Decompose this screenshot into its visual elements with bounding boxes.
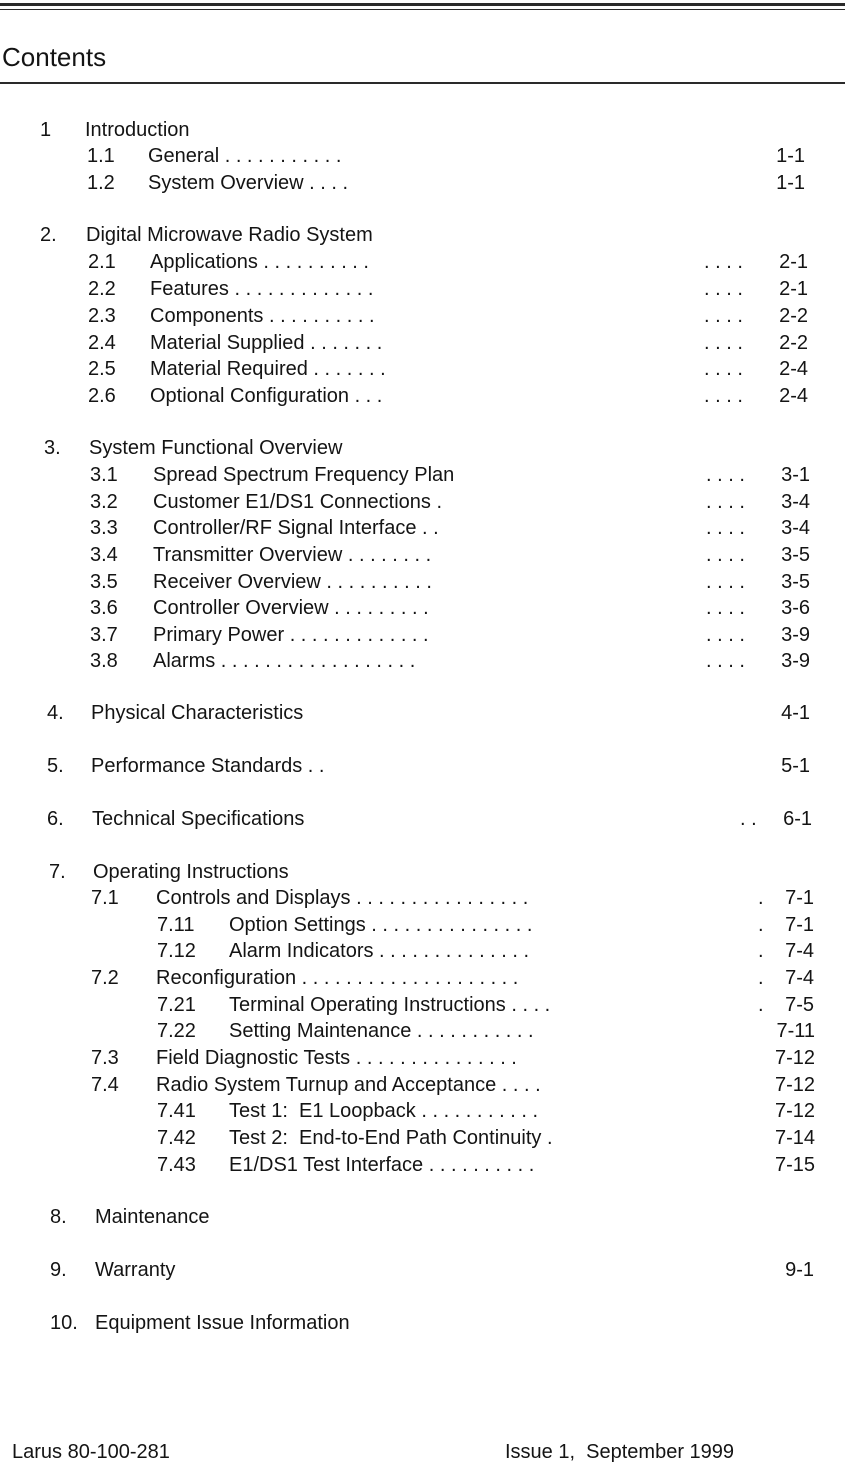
toc-entry-page: 3-4 [781,517,810,539]
toc-entry-number: 3.8 [90,650,118,672]
title-rule [0,82,845,84]
toc-entry-number: 3.3 [90,517,118,539]
toc-entry-page: 7-12 [774,1074,815,1096]
toc-entry-title: Technical Specifications [92,808,305,830]
toc-entry-title: Receiver Overview . . . . . . . . . . [153,571,432,593]
toc-entry-page: 6-1 [783,808,812,830]
toc-entry [0,1072,845,1098]
toc-entry [0,435,845,461]
toc-entry [0,356,845,382]
toc-entry-leader: . . . . [706,650,745,672]
toc-entry-title: Controller Overview . . . . . . . . . [153,597,429,619]
toc-entry-number: 7.3 [91,1047,119,1069]
toc-entry-page: 1-1 [776,145,805,167]
toc-entry-number: 1.2 [87,172,115,194]
toc-entry-number: 10. [50,1312,78,1334]
toc-entry [0,542,845,568]
toc-entry-title: Controller/RF Signal Interface . . [153,517,439,539]
toc-entry-title: Primary Power . . . . . . . . . . . . . [153,624,429,646]
toc-entry-page: 7-12 [774,1047,815,1069]
toc-entry-page: 7-4 [785,940,814,962]
toc-entry-leader: . [758,914,764,936]
toc-entry [0,117,845,143]
toc-entry-leader: . . . . [706,517,745,539]
toc-entry [0,569,845,595]
toc-entry-title: Customer E1/DS1 Connections . [153,491,443,513]
toc-entry-title: Digital Microwave Radio System [86,224,373,246]
toc-entry [0,330,845,356]
toc-entry-title: Reconfiguration . . . . . . . . . . . . . . . . . . . . [156,967,519,989]
toc-entry-number: 2.6 [88,385,116,407]
toc-entry-page: 2-2 [779,332,808,354]
toc-entry [0,859,845,885]
toc-entry-title: Alarm Indicators . . . . . . . . . . . . . . [229,940,530,962]
toc-entry-page: 7-1 [785,887,814,909]
toc-entry-title: Radio System Turnup and Acceptance . . . . [156,1074,541,1096]
toc-entry-title: Test 1: E1 Loopback . . . . . . . . . . . [229,1100,539,1122]
toc-entry-number: 7.12 [157,940,196,962]
toc-entry-title: Components . . . . . . . . . . [150,305,375,327]
toc-entry [0,1018,845,1044]
toc-entry-title: Applications . . . . . . . . . . [150,251,369,273]
toc-entry-number: 7.2 [91,967,119,989]
toc-entry-title: General . . . . . . . . . . . [148,145,342,167]
toc-entry-leader: . . . . [704,251,743,273]
page-title: Contents [2,42,107,72]
toc-entry [0,753,845,779]
toc-entry-number: 1 [40,119,52,141]
toc-entry-page: 3-5 [781,544,810,566]
toc-entry [0,170,845,196]
toc-entry [0,622,845,648]
toc-entry-title: Controls and Displays . . . . . . . . . . . . . . . . [156,887,529,909]
toc-entry [0,1310,845,1336]
toc-entry-page: 1-1 [776,172,805,194]
toc-entry-number: 3.7 [90,624,118,646]
toc-entry-number: 9. [50,1259,67,1281]
toc-entry-title: Equipment Issue Information [95,1312,350,1334]
toc-entry-page: 2-2 [779,305,808,327]
toc-entry-title: Option Settings . . . . . . . . . . . . . . . [229,914,533,936]
toc-entry-page: 7-12 [774,1100,815,1122]
toc-entry-leader: . [758,994,764,1016]
toc-entry [0,249,845,275]
toc-entry-number: 1.1 [87,145,115,167]
toc-entry [0,276,845,302]
toc-entry-page: 7-14 [774,1127,815,1149]
toc-entry-number: 2.3 [88,305,116,327]
toc-entry-leader: . . . . [706,597,745,619]
toc-entry-leader: . . . . [706,491,745,513]
toc-entry [0,462,845,488]
toc-entry-page: 2-4 [779,385,808,407]
toc-entry-title: Maintenance [95,1206,210,1228]
footer-issue-date: Issue 1, September 1999 [505,1441,735,1463]
toc-entry [0,1204,845,1230]
toc-entry [0,965,845,991]
toc-entry-page: 2-1 [779,278,808,300]
toc-entry-page: 7-15 [774,1154,815,1176]
toc-entry [0,992,845,1018]
toc-entry-title: Introduction [85,119,190,141]
toc-entry-page: 9-1 [785,1259,814,1281]
toc-entry-page: 3-1 [781,464,810,486]
footer-document-id: Larus 80-100-281 [12,1441,170,1463]
toc-entry [0,1152,845,1178]
toc-entry [0,700,845,726]
toc-entry [0,489,845,515]
toc-entry-title: Field Diagnostic Tests . . . . . . . . . . . . . . . [156,1047,517,1069]
toc-entry-number: 3.5 [90,571,118,593]
toc-entry-title: Optional Configuration . . . [150,385,383,407]
toc-entry-title: Physical Characteristics [91,702,304,724]
toc-entry [0,648,845,674]
toc-entry-title: System Overview . . . . [148,172,349,194]
toc-entry-leader: . . [740,808,757,830]
toc-entry-title: System Functional Overview [89,437,343,459]
toc-entry-title: Alarms . . . . . . . . . . . . . . . . . . [153,650,416,672]
toc-entry-title: Warranty [95,1259,176,1281]
toc-entry-title: Features . . . . . . . . . . . . . [150,278,374,300]
toc-entry-page: 2-4 [779,358,808,380]
toc-entry-title: Spread Spectrum Frequency Plan [153,464,455,486]
toc-entry-page: 7-1 [785,914,814,936]
toc-entry-number: 7.21 [157,994,196,1016]
toc-entry-title: Operating Instructions [93,861,289,883]
toc-entry-title: Material Required . . . . . . . [150,358,386,380]
toc-entry-page: 7-4 [785,967,814,989]
toc-entry-number: 7.42 [157,1127,196,1149]
toc-entry-page: 3-9 [781,624,810,646]
toc-entry-number: 7.1 [91,887,119,909]
toc-entry-title: Test 2: End-to-End Path Continuity . [229,1127,553,1149]
toc-entry-leader: . [758,967,764,989]
toc-entry-number: 7.4 [91,1074,119,1096]
toc-entry-title: Performance Standards . . [91,755,325,777]
toc-entry-leader: . . . . [706,624,745,646]
toc-entry-number: 5. [47,755,64,777]
toc-entry [0,383,845,409]
toc-entry-page: 3-4 [781,491,810,513]
toc-entry-number: 3. [44,437,61,459]
toc-entry-page: 3-6 [781,597,810,619]
toc-entry-leader: . . . . [704,305,743,327]
toc-entry [0,515,845,541]
toc-entry-number: 2.5 [88,358,116,380]
toc-entry-number: 2.2 [88,278,116,300]
toc-entry-number: 7.22 [157,1020,196,1042]
toc-entry [0,938,845,964]
toc-entry [0,595,845,621]
toc-entry [0,885,845,911]
toc-entry-title: Material Supplied . . . . . . . [150,332,383,354]
toc-entry-number: 7.43 [157,1154,196,1176]
toc-entry-title: E1/DS1 Test Interface . . . . . . . . . . [229,1154,535,1176]
toc-entry-leader: . . . . [706,464,745,486]
toc-entry-number: 2. [40,224,57,246]
toc-entry-number: 6. [47,808,64,830]
toc-entry-leader: . . . . [704,332,743,354]
toc-entry-page: 5-1 [781,755,810,777]
toc-entry-leader: . [758,887,764,909]
toc-entry-number: 2.1 [88,251,116,273]
toc-entry-number: 7. [49,861,66,883]
toc-entry-number: 3.2 [90,491,118,513]
toc-entry [0,806,845,832]
toc-entry-number: 8. [50,1206,67,1228]
toc-entry [0,143,845,169]
toc-entry [0,1257,845,1283]
toc-entry [0,912,845,938]
toc-entry [0,303,845,329]
top-rule-thin [0,9,845,10]
toc-entry [0,1045,845,1071]
toc-entry-number: 4. [47,702,64,724]
toc-entry-title: Setting Maintenance . . . . . . . . . . . [229,1020,534,1042]
toc-entry [0,1098,845,1124]
toc-entry-number: 2.4 [88,332,116,354]
toc-entry-title: Terminal Operating Instructions . . . . [229,994,551,1016]
toc-entry-leader: . . . . [704,278,743,300]
toc-entry-number: 7.11 [157,914,195,936]
toc-entry-leader: . . . . [706,544,745,566]
toc-entry-leader: . . . . [704,385,743,407]
toc-entry-page: 2-1 [779,251,808,273]
toc-entry-leader: . [758,940,764,962]
toc-entry-leader: . . . . [706,571,745,593]
toc-entry [0,1125,845,1151]
toc-entry-page: 7-5 [785,994,814,1016]
toc-entry-number: 3.1 [90,464,118,486]
toc-entry-number: 3.6 [90,597,118,619]
toc-entry-number: 7.41 [157,1100,196,1122]
toc-entry-page: 7-11 [776,1020,815,1042]
toc-entry [0,222,845,248]
toc-entry-page: 3-5 [781,571,810,593]
toc-entry-leader: . . . . [704,358,743,380]
top-rule-thick [0,3,845,6]
toc-entry-number: 3.4 [90,544,118,566]
toc-entry-page: 3-9 [781,650,810,672]
toc-entry-title: Transmitter Overview . . . . . . . . [153,544,432,566]
toc-entry-page: 4-1 [781,702,810,724]
